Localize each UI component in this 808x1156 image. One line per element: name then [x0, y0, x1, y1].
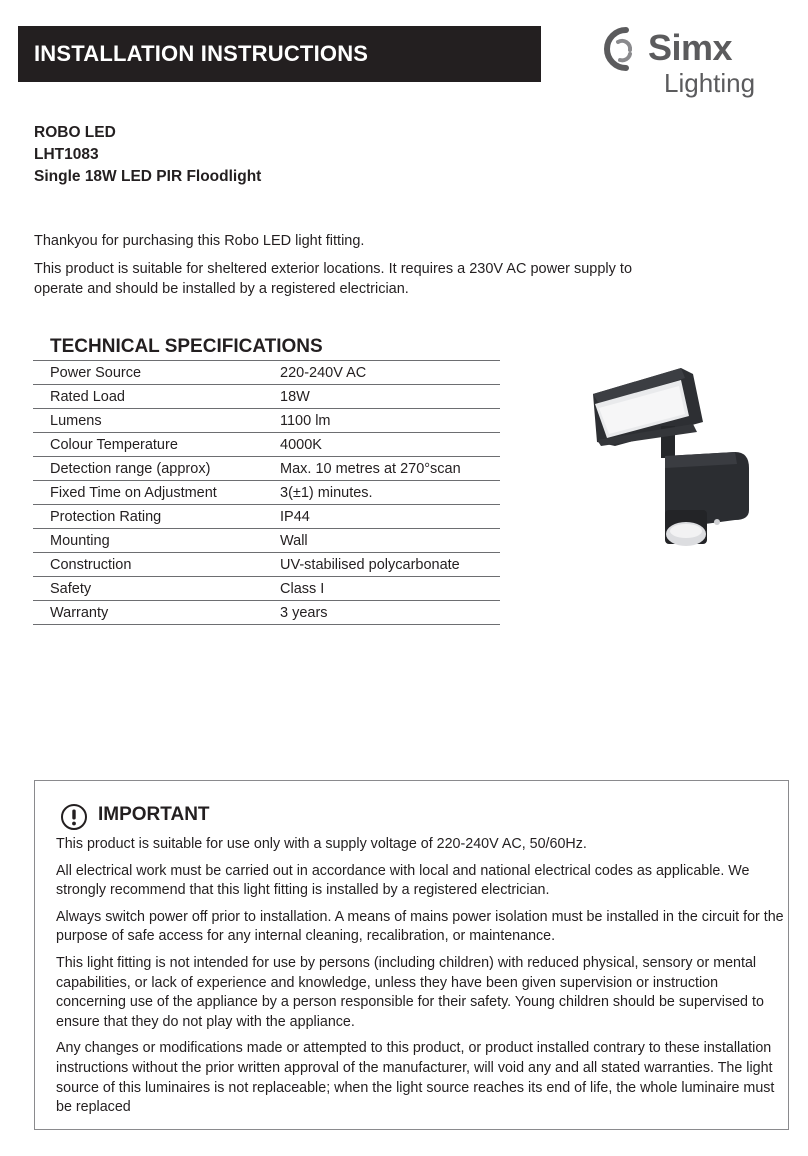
important-title: IMPORTANT [98, 804, 210, 825]
intro-text [34, 231, 634, 307]
table-row [33, 361, 500, 385]
spec-label: Safety [33, 577, 280, 601]
product-heading [34, 122, 261, 188]
specs-title: TECHNICAL SPECIFICATIONS [50, 336, 323, 357]
logo-brand-text: Simx [648, 27, 733, 68]
table-row [33, 601, 500, 625]
product-description: Single 18W LED PIR Floodlight [34, 168, 262, 185]
spec-label: Colour Temperature [33, 433, 280, 457]
table-row [33, 433, 500, 457]
table-row [33, 409, 500, 433]
product-code: LHT1083 [34, 146, 99, 163]
important-paragraph: This light fitting is not intended for use by persons (including children) with reduced physical, sensory or mental capabilities, or lack of experience and knowledge, unless they have been given supervision or instruction concerning use of the appliance by a person responsible for their safety. Young children should be supervised to ensure that they do not play with the appliance. [56, 954, 764, 1030]
table-row [33, 481, 500, 505]
spec-value: 3(±1) minutes. [280, 481, 500, 505]
table-row [33, 385, 500, 409]
spec-label: Protection Rating [33, 505, 280, 529]
table-row [33, 577, 500, 601]
important-paragraph: This product is suitable for use only with a supply voltage of 220-240V AC, 50/60Hz. [56, 836, 587, 852]
spec-value: IP44 [280, 505, 500, 529]
floodlight-product-image [585, 364, 757, 554]
table-row [33, 505, 500, 529]
spec-value: 1100 lm [280, 409, 500, 433]
intro-paragraph-2: This product is suitable for sheltered exterior locations. It requires a 230V AC power supply to operate and should be installed by a registered electrician. [34, 261, 633, 297]
exclamation-circle-icon [60, 803, 88, 831]
spec-value: Class I [280, 577, 500, 601]
table-row [33, 457, 500, 481]
important-paragraph: All electrical work must be carried out in accordance with local and national electrical codes as applicable. We strongly recommend that this light fitting is installed by a registered electrician. [56, 862, 750, 899]
important-notice-box [34, 780, 789, 1130]
important-body [56, 835, 786, 1125]
spec-value: 220-240V AC [280, 361, 500, 385]
header-title-bar [18, 26, 541, 82]
spec-label: Fixed Time on Adjustment [33, 481, 280, 505]
spec-label: Construction [33, 553, 280, 577]
spec-label: Lumens [33, 409, 280, 433]
spec-label: Detection range (approx) [33, 457, 280, 481]
spec-value: 3 years [280, 601, 500, 625]
spec-label: Warranty [33, 601, 280, 625]
page-title: INSTALLATION INSTRUCTIONS [34, 41, 369, 66]
spec-value: UV-stabilised polycarbonate [280, 553, 500, 577]
spec-label: Power Source [33, 361, 280, 385]
important-paragraph: Always switch power off prior to installation. A means of mains power isolation must be installed in the circuit for the purpose of safe access for any internal cleaning, recalibration, or maintenance. [56, 908, 784, 945]
specs-table [33, 360, 500, 625]
floodlight-illustration-icon [585, 364, 757, 554]
spec-label: Mounting [33, 529, 280, 553]
simx-logo-icon [596, 24, 646, 74]
table-row [33, 553, 500, 577]
spec-value: Wall [280, 529, 500, 553]
spec-value: Max. 10 metres at 270°scan [280, 457, 500, 481]
intro-paragraph-1: Thankyou for purchasing this Robo LED light fitting. [34, 233, 365, 249]
spec-value: 4000K [280, 433, 500, 457]
brand-logo [596, 22, 786, 102]
logo-sub-text: Lighting [664, 68, 756, 98]
table-row [33, 529, 500, 553]
spec-value: 18W [280, 385, 500, 409]
important-paragraph: Any changes or modifications made or attempted to this product, or product installed contrary to these installation instructions without the prior written approval of the manufacturer, will void any and all stated warranties. The light source of this luminaires is not replaceable; when the light source reaches its end of life, the whole luminaire must be replaced [56, 1040, 775, 1116]
spec-label: Rated Load [33, 385, 280, 409]
product-name: ROBO LED [34, 124, 116, 141]
